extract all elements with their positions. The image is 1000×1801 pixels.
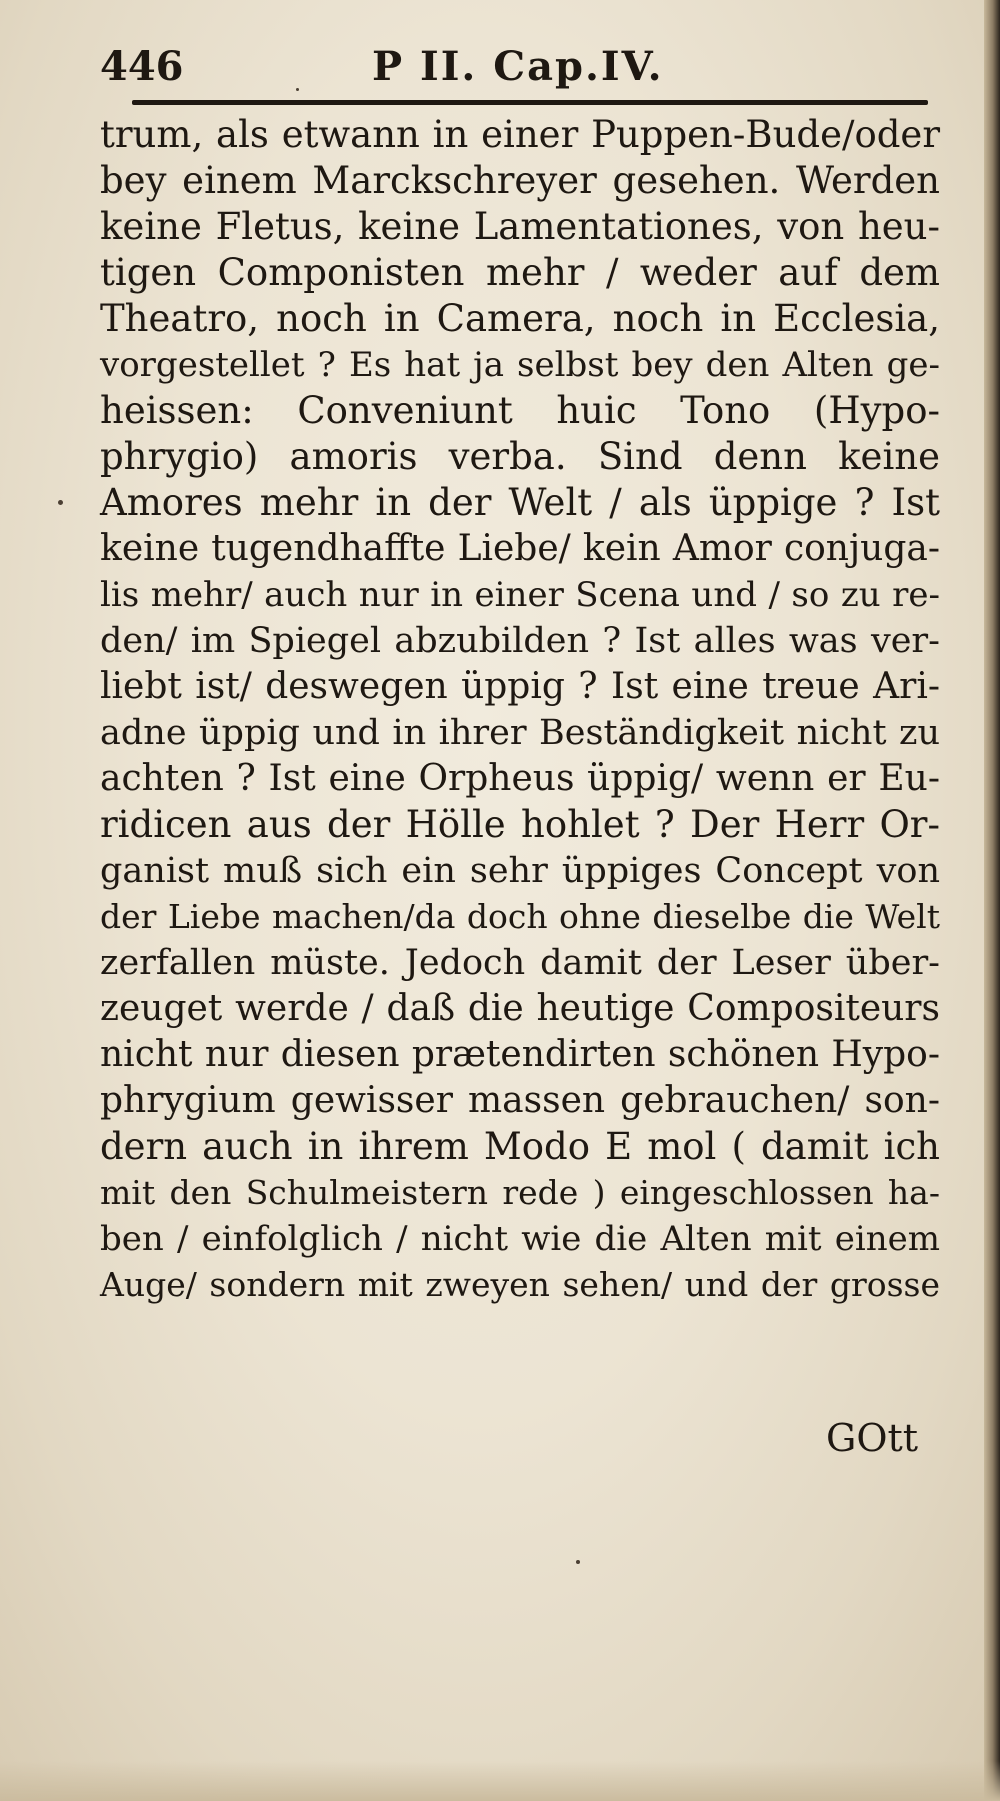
page-bottom-margin: [0, 1761, 1000, 1801]
text-line: der Liebe machen/da doch ohne dieselbe die Welt: [100, 897, 940, 936]
body-text: [100, 112, 940, 1308]
text-line: ridicen aus der Hölle hohlet ? Der Herr Or-: [100, 803, 940, 846]
page-header: [100, 42, 930, 92]
text-line: den/ im Spiegel abzubilden ? Ist alles was ver-: [100, 621, 940, 661]
text-line: phrygium gewisser massen gebrauchen/ son-: [100, 1080, 940, 1121]
text-line: lis mehr/ auch nur in einer Scena und / so zu re-: [100, 575, 940, 615]
text-line: nicht nur diesen prætendirten schönen Hypo-: [100, 1034, 940, 1075]
ink-speck: [296, 88, 299, 91]
text-line: phrygio) amoris verba. Sind denn keine: [100, 435, 940, 478]
catchword: GOtt: [826, 1416, 919, 1460]
text-line: bey einem Marckschreyer gesehen. Werden: [100, 159, 940, 202]
text-line: Amores mehr in der Welt / als üppige ? Ist: [100, 481, 940, 524]
text-line: trum, als etwann in einer Puppen-Bude/oder: [100, 113, 940, 156]
page-number: 446: [100, 43, 184, 90]
text-line: achten ? Ist eine Orpheus üppig/ wenn er Eu-: [100, 758, 940, 799]
text-line: adne üppig und in ihrer Beständigkeit nicht zu: [100, 713, 940, 753]
text-line: keine tugendhaffte Liebe/ kein Amor conjuga-: [100, 528, 940, 569]
text-line: tigen Componisten mehr / weder auf dem: [100, 251, 940, 294]
text-line: Auge/ sondern mit zweyen sehen/ und der grosse: [100, 1265, 940, 1304]
ink-speck: [58, 500, 63, 505]
text-line: liebt ist/ deswegen üppig ? Ist eine treue Ari-: [100, 666, 940, 707]
page-edge: [984, 0, 1000, 1801]
text-line: dern auch in ihrem Modo E mol ( damit ich: [100, 1125, 940, 1168]
running-head: P II. Cap.IV.: [372, 43, 664, 90]
text-line: vorgestellet ? Es hat ja selbst bey den Alten ge-: [100, 345, 940, 385]
text-line: Theatro, noch in Camera, noch in Ecclesia,: [100, 297, 940, 340]
text-line: heissen: Conveniunt huic Tono (Hypo-: [100, 389, 940, 432]
text-line: zeuget werde / daß die heutige Compositeurs: [100, 988, 940, 1029]
header-rule: [132, 100, 928, 105]
text-line: zerfallen müste. Jedoch damit der Leser über-: [100, 943, 940, 983]
ink-speck: [576, 1560, 580, 1564]
text-line: keine Fletus, keine Lamentationes, von heu-: [100, 205, 940, 248]
text-line: ganist muß sich ein sehr üppiges Concept von: [100, 851, 940, 891]
text-line: mit den Schulmeistern rede ) eingeschlossen ha-: [100, 1173, 940, 1212]
text-line: ben / einfolglich / nicht wie die Alten mit einem: [100, 1219, 940, 1259]
